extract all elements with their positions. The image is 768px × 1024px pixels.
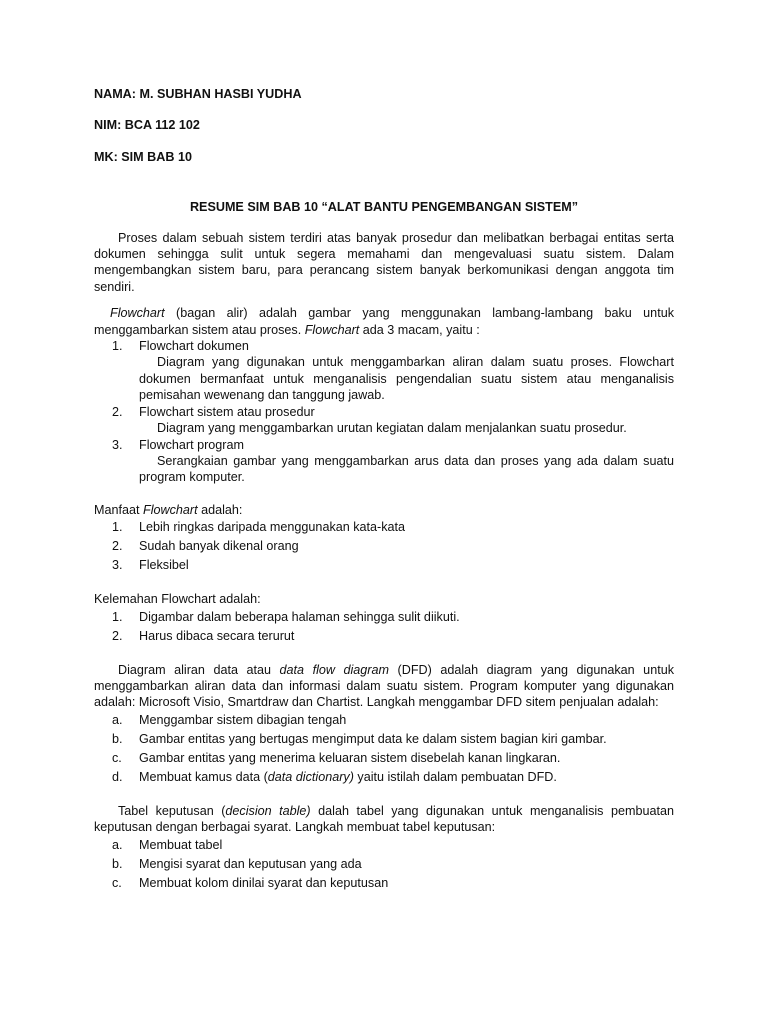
dfd-paragraph: Diagram aliran data atau data flow diagram (DFD) adalah diagram yang digunakan untuk menggambarkan aliran data dan informasi dalam suatu sistem. Program komputer yang digunakan adalah: Microsoft Visio, Smartdraw dan Chartist. Langkah menggambar DFD sitem penjualan adalah:: [94, 662, 674, 710]
list-item: [94, 537, 674, 556]
list-item-description: Diagram yang digunakan untuk menggambarkan aliran dalam suatu proses. Flowchart dokumen bermanfaat untuk menganalisis pengendalian suatu sistem atau menganalisis pemisahan wewenang dan tanggung jawab.: [139, 355, 674, 403]
flowchart-types-list: [94, 338, 674, 486]
list-letter: b.: [112, 731, 123, 746]
student-name: NAMA: M. SUBHAN HASBI YUDHA: [94, 87, 302, 101]
manfaat-term: Flowchart: [143, 502, 198, 517]
kelemahan-list: [94, 608, 674, 646]
tabel-term: decision table): [225, 803, 311, 818]
list-item-text: Sudah banyak dikenal orang: [139, 539, 299, 554]
flowchart-definition: (bagan alir) adalah gambar yang menggunakan lambang-lambang baku untuk menggambarkan sistem atau proses.: [94, 306, 674, 337]
list-item-text: Digambar dalam beberapa halaman sehingga sulit diikuti.: [139, 609, 460, 624]
list-item-label: Flowchart dokumen: [139, 339, 249, 354]
list-letter: c.: [112, 750, 122, 765]
tabel-steps-list: [94, 836, 674, 893]
list-item-text: Membuat kolom dinilai syarat dan keputusan: [139, 875, 389, 890]
list-item: [94, 338, 674, 404]
list-item-label: Flowchart sistem atau prosedur: [139, 404, 315, 419]
list-item-text: Membuat tabel: [139, 837, 223, 852]
flowchart-term: Flowchart: [110, 306, 165, 321]
list-item: [94, 627, 674, 646]
dfd-dictionary-term: data dictionary): [267, 769, 354, 784]
list-item-description: Diagram yang menggambarkan urutan kegiatan dalam menjalankan suatu prosedur.: [157, 421, 627, 436]
list-item-text: Membuat kamus data (data dictionary) yaitu istilah dalam pembuatan DFD.: [139, 769, 557, 784]
list-item: [94, 518, 674, 537]
list-item-text: Lebih ringkas daripada menggunakan kata-kata: [139, 520, 406, 535]
list-item-text: Mengisi syarat dan keputusan yang ada: [139, 856, 362, 871]
list-letter: a.: [112, 712, 123, 727]
list-letter: c.: [112, 875, 122, 890]
list-number: 1.: [112, 609, 123, 624]
list-item: [94, 711, 674, 730]
list-number: 2.: [112, 628, 123, 643]
manfaat-heading: Manfaat Flowchart adalah:: [94, 502, 243, 517]
list-letter: d.: [112, 769, 123, 784]
list-item: [94, 749, 674, 768]
document-page: [94, 86, 674, 893]
list-item: [94, 836, 674, 855]
student-nim: NIM: BCA 112 102: [94, 118, 200, 133]
list-number: 3.: [112, 558, 123, 573]
list-number: 1.: [112, 520, 123, 535]
tabel-paragraph: Tabel keputusan (decision table) dalah tabel yang digunakan untuk menganalisis pembuatan keputusan dengan berbagai syarat. Langkah membuat tabel keputusan:: [94, 803, 674, 835]
kelemahan-heading: Kelemahan Flowchart adalah:: [94, 592, 261, 607]
list-number: 2.: [112, 404, 123, 419]
list-item: [94, 768, 674, 787]
list-item: [94, 404, 674, 437]
course-name: MK: SIM BAB 10: [94, 149, 192, 164]
flowchart-paragraph: [94, 305, 674, 338]
list-number: 2.: [112, 539, 123, 554]
document-title: RESUME SIM BAB 10 “ALAT BANTU PENGEMBANGAN SISTEM”: [189, 200, 579, 215]
list-item-text: Gambar entitas yang menerima keluaran sistem disebelah kanan lingkaran.: [139, 750, 561, 765]
list-number: 3.: [112, 437, 123, 452]
list-item-text: Menggambar sistem dibagian tengah: [139, 712, 347, 727]
list-item-text: Gambar entitas yang bertugas mengimput data ke dalam sistem bagian kiri gambar.: [139, 731, 607, 746]
flowchart-definition-end: ada 3 macam, yaitu :: [359, 322, 480, 337]
list-item: [94, 608, 674, 627]
list-item-description: Serangkaian gambar yang menggambarkan arus data dan proses yang ada dalam suatu program komputer.: [139, 453, 674, 485]
list-item-text: Harus dibaca secara terurut: [139, 628, 295, 643]
flowchart-term-2: Flowchart: [304, 322, 360, 337]
manfaat-list: [94, 518, 674, 575]
list-item: [94, 855, 674, 874]
list-number: 1.: [112, 339, 123, 354]
list-item: [94, 556, 674, 575]
list-item: [94, 730, 674, 749]
list-letter: b.: [112, 856, 123, 871]
list-letter: a.: [112, 837, 123, 852]
intro-paragraph: Proses dalam sebuah sistem terdiri atas banyak prosedur dan melibatkan berbagai entitas serta dokumen sehingga sulit untuk segera memahami dan mengevaluasi suatu sistem. Dalam mengembangkan sistem baru, para perancang sistem banyak berkomunikasi dengan anggota tim sendiri.: [94, 230, 674, 294]
list-item: [94, 874, 674, 893]
list-item-text: Fleksibel: [139, 558, 189, 573]
dfd-steps-list: [94, 711, 674, 787]
list-item: [94, 437, 674, 486]
dfd-term: data flow diagram: [279, 662, 389, 677]
list-item-label: Flowchart program: [139, 437, 244, 452]
